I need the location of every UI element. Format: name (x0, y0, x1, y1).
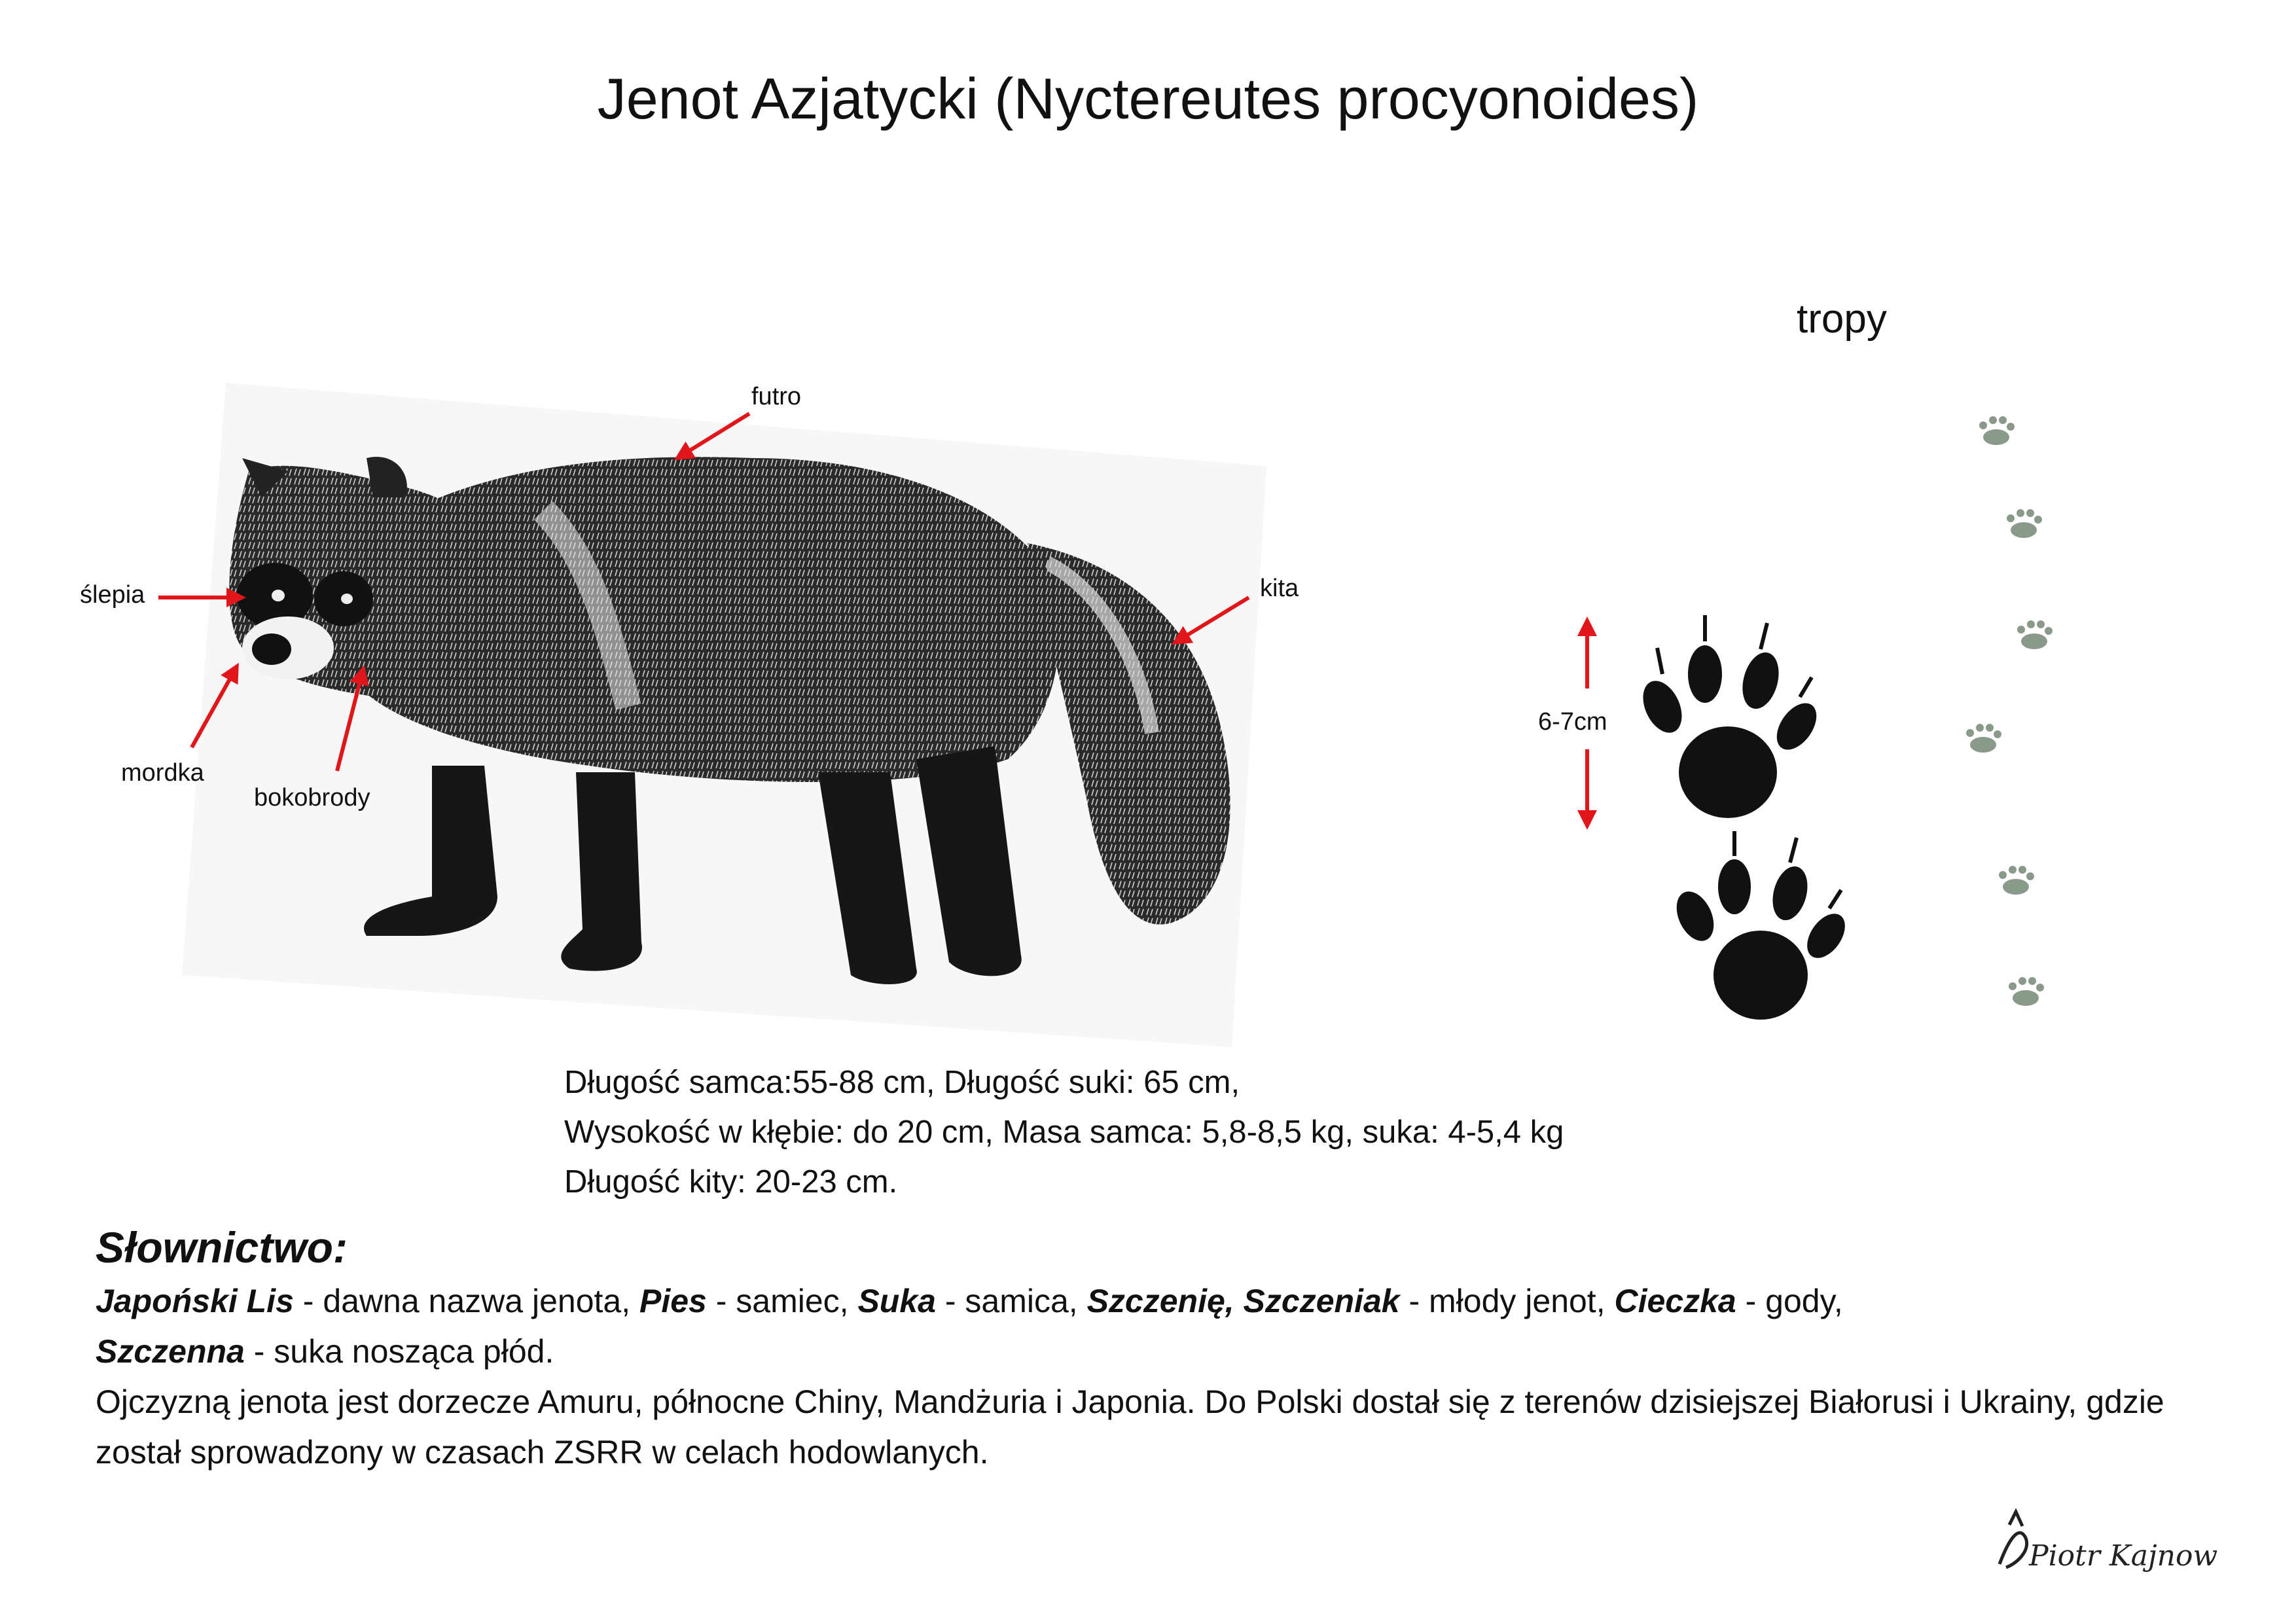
stats-line: Wysokość w kłębie: do 20 cm, Masa samca: 5,8-8,5 kg, suka: 4-5,4 kg (564, 1115, 1564, 1150)
label-kita: kita (1260, 575, 1299, 602)
vocab-def: - dawna nazwa jenota, (293, 1283, 639, 1319)
vocab-def: - młody jenot, (1399, 1283, 1615, 1319)
vocab-term: Cieczka (1614, 1283, 1736, 1319)
vocab-heading: Słownictwo: (96, 1223, 348, 1272)
label-slepia: ślepia (80, 581, 145, 609)
vocab-term: Japoński Lis (96, 1283, 294, 1319)
tracks-title: tropy (1797, 296, 1887, 342)
signature-logo (2000, 1512, 2217, 1573)
stats-line: Długość kity: 20-23 cm. (564, 1164, 898, 1200)
raccoon-dog-illustration (182, 383, 1266, 1047)
label-bokobrody: bokobrody (254, 784, 370, 812)
paw-print-hind (1669, 831, 1852, 1020)
track-mark (1999, 866, 2034, 895)
vocab-def: - suka nosząca płód. (244, 1333, 554, 1370)
track-mark (1966, 724, 2001, 753)
label-mordka: mordka (121, 759, 204, 787)
stats-line: Długość samca:55-88 cm, Długość suki: 65 cm, (564, 1065, 1240, 1100)
paw-print-front (1636, 615, 1825, 818)
vocab-term: Pies (639, 1283, 707, 1319)
label-track-size: 6-7cm (1538, 708, 1607, 736)
page-title: Jenot Azjatycki (Nyctereutes procyonoides) (597, 66, 1699, 131)
vocab-text (96, 1276, 2223, 1478)
track-mark (2009, 977, 2044, 1006)
vocab-def: - samiec, (706, 1283, 858, 1319)
vocab-def: - gody, (1736, 1283, 1843, 1319)
vocab-term: Szczenię, Szczeniak (1086, 1283, 1400, 1319)
vocab-term: Szczenna (96, 1333, 245, 1370)
label-futro: futro (751, 383, 802, 410)
vocab-paragraph: Ojczyzną jenota jest dorzecze Amuru, północne Chiny, Mandżuria i Japonia. Do Polski dostał się z terenów dzisiejszej Białorusi i Ukrainy, gdzie został sprowadzony w czasach ZSRR w celach hodowlanych. (96, 1383, 2164, 1471)
track-mark (1979, 416, 2015, 445)
track-mark (2017, 620, 2053, 649)
track-trail (1966, 416, 2053, 1006)
svg-text:Piotr Kajnow: Piotr Kajnow (2029, 1539, 2218, 1573)
stats-block (564, 1058, 1564, 1207)
vocab-term: Suka (857, 1283, 936, 1319)
vocab-def: - samica, (935, 1283, 1087, 1319)
track-mark (2007, 509, 2042, 538)
